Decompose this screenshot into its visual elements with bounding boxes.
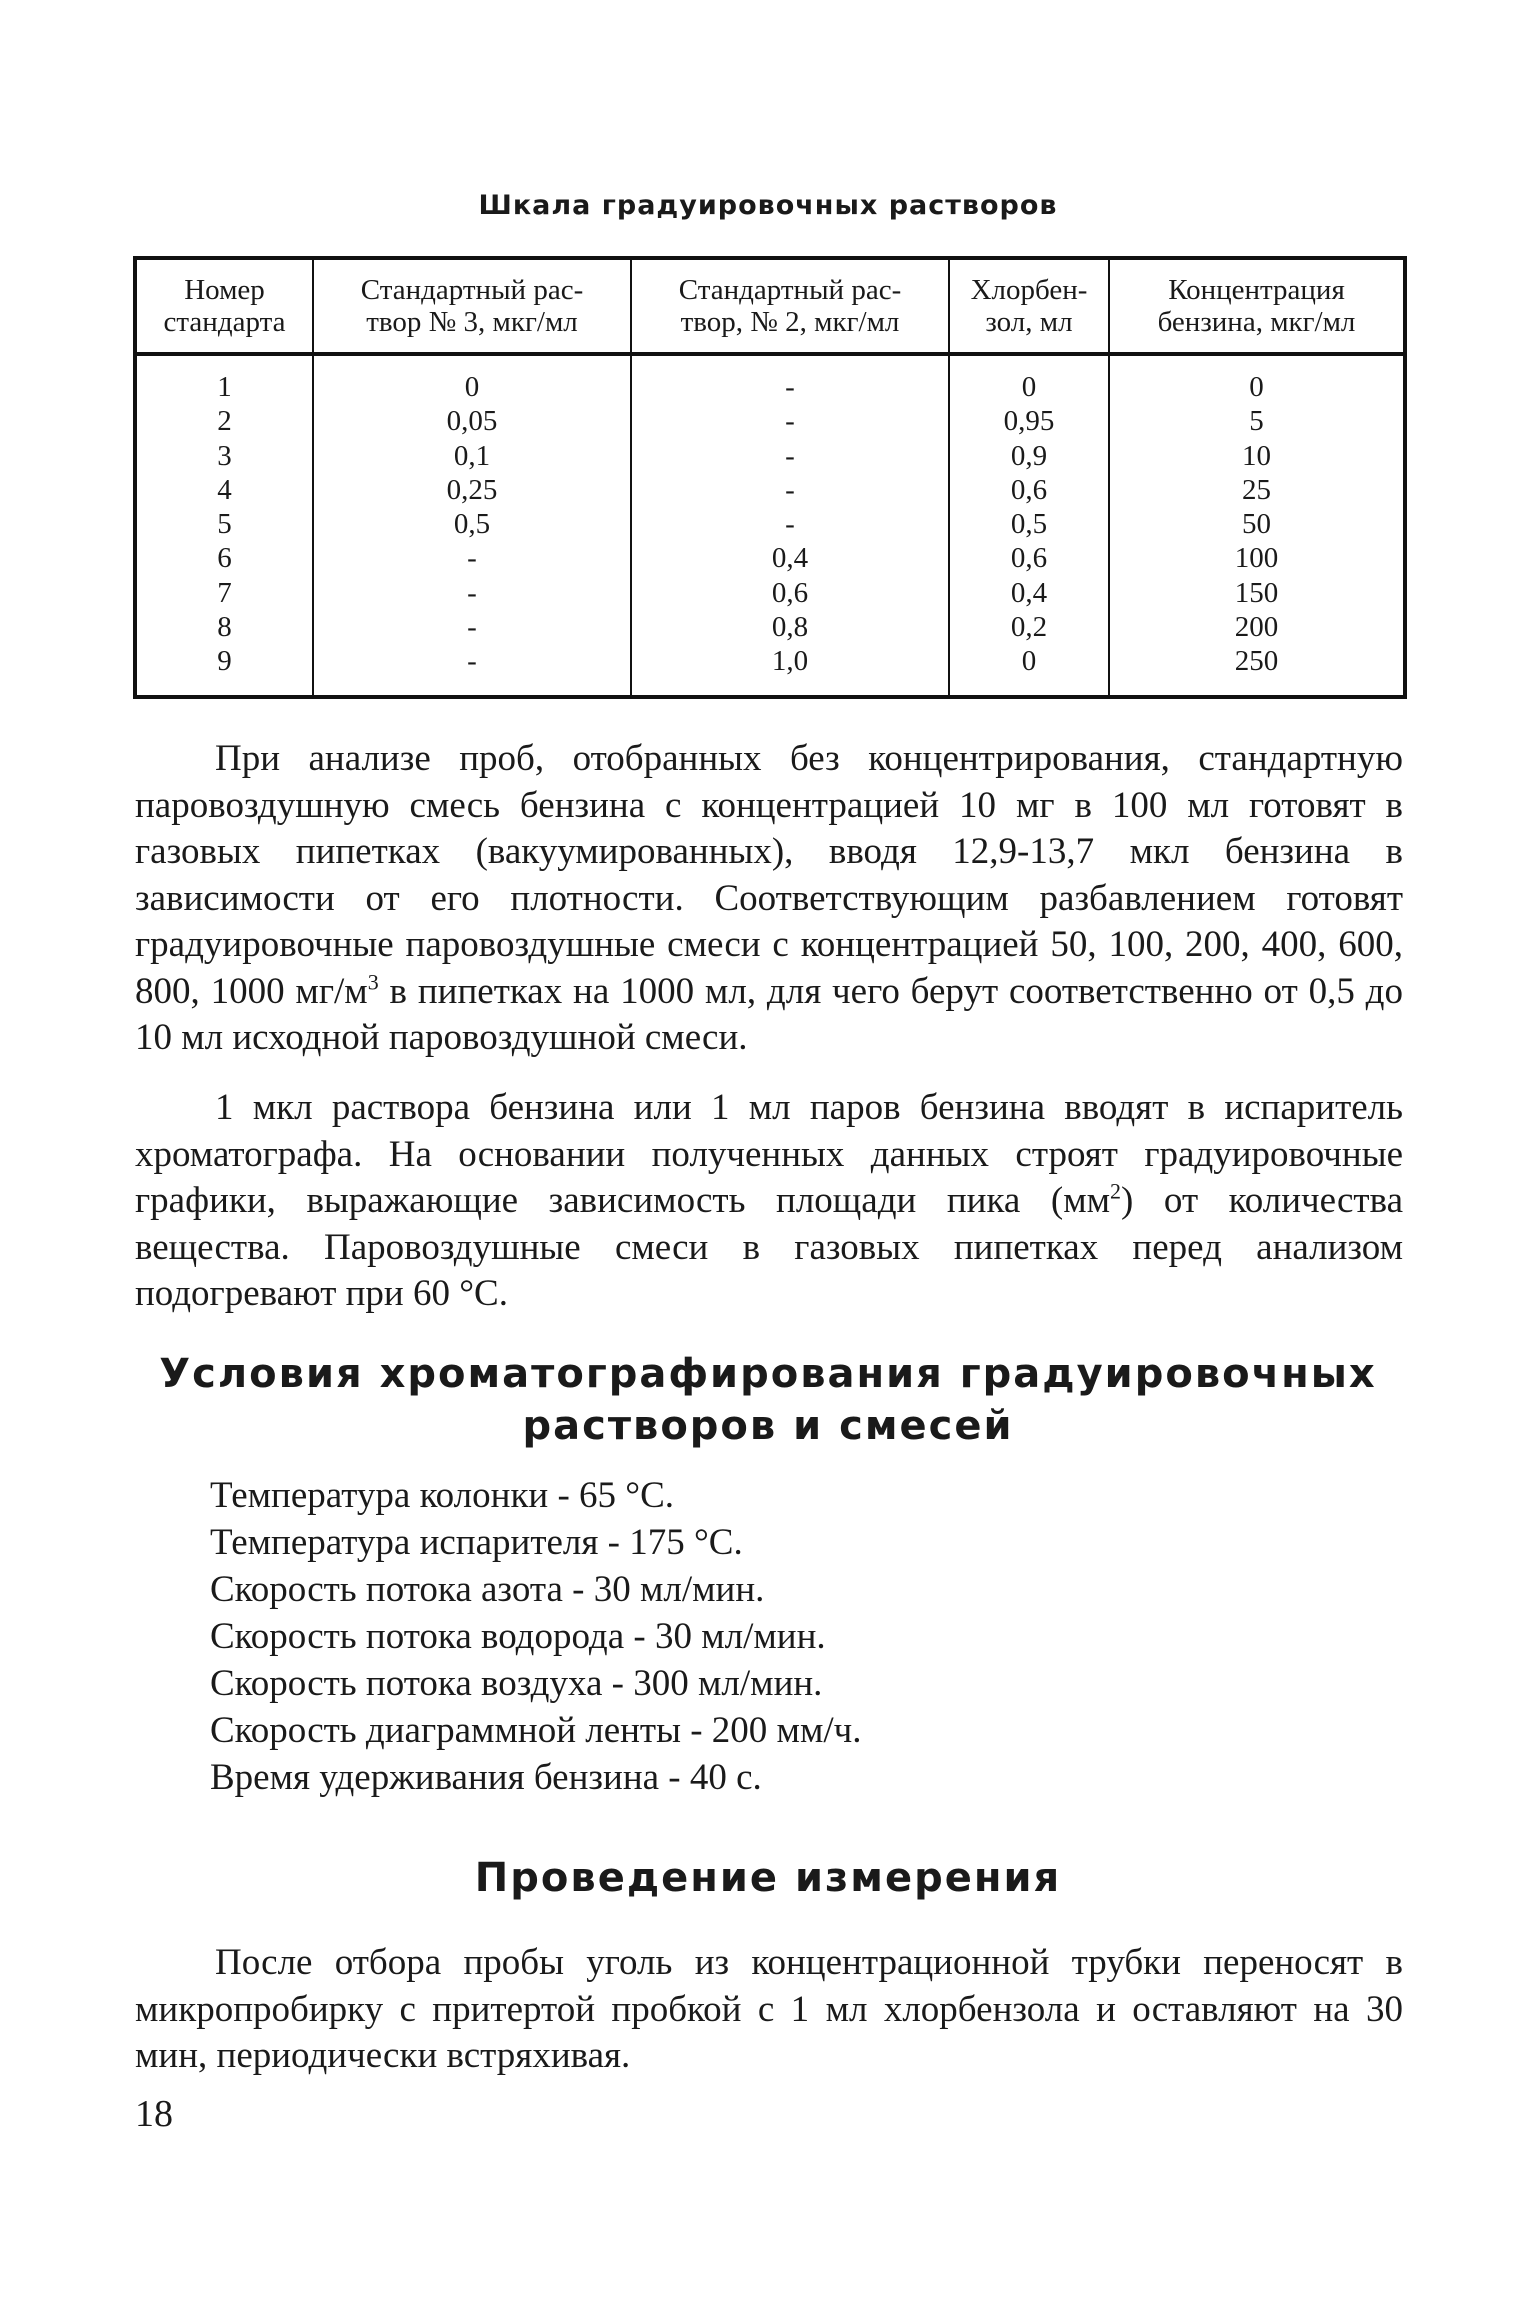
table-cell: 10	[1242, 439, 1271, 472]
column-solution-3	[313, 354, 631, 697]
table-cell: 0,2	[1010, 611, 1048, 644]
table-cell: 0,1	[453, 439, 491, 472]
table-cell: 0,6	[1010, 542, 1048, 575]
table-cell: -	[467, 576, 477, 609]
section-heading-conditions: Условия хроматографирования градуировочных растворов и смесей	[159, 1351, 1377, 1449]
paragraph-chromatograph: 1 мкл раствора бензина или 1 мл паров бензина вводят в испаритель хроматографа. На основании полученных данных строят градуировочные графики, выражающие зависимость площади пика $(мм^2)$ от количества вещества. Паровоздушные смеси в газовых пипетках перед анализом подогревают при 60 °С.	[135, 1087, 1403, 1314]
table-cell: 7	[217, 576, 232, 609]
column-solution-2	[631, 354, 949, 697]
table-cell: -	[785, 405, 795, 438]
table-cell: 9	[217, 645, 232, 678]
calibration-table	[133, 256, 1407, 699]
page-number: 18	[135, 2093, 173, 2135]
table-cell: -	[467, 645, 477, 678]
table-cell: 0	[1021, 645, 1037, 678]
table-cell: 0,5	[453, 508, 491, 541]
table-cell: 100	[1234, 542, 1279, 575]
header-chlorobenzene: Хлорбен- зол, мл	[949, 258, 1109, 354]
table-cell: 25	[1242, 473, 1271, 506]
table-cell: 200	[1234, 611, 1279, 644]
list-item: Скорость потока водорода - 30 мл/мин.	[210, 1616, 826, 1657]
conditions-list	[210, 1472, 1310, 1801]
header-gasoline-concentration: Концентрация бензина, мкг/мл	[1109, 258, 1405, 354]
table-cell: -	[467, 542, 477, 575]
table-cell: 0,6	[771, 576, 809, 609]
header-solution-3: Стандартный рас- твор № 3, мкг/мл	[313, 258, 631, 354]
paragraph-measurement: После отбора пробы уголь из концентрационной трубки переносят в микропробирку с притертой пробкой с 1 мл хлорбензола и оставляют на 30 мин, периодически встряхивая.	[135, 1942, 1403, 2076]
table-body	[135, 354, 1405, 697]
table-cell: 50	[1242, 508, 1271, 541]
table-cell: 8	[217, 611, 232, 644]
table-cell: -	[785, 439, 795, 472]
table-cell: 0,5	[1010, 508, 1048, 541]
table-cell: 5	[217, 508, 232, 541]
table-cell: 1	[217, 371, 232, 403]
table-cell: 0	[1021, 371, 1037, 403]
list-item: Скорость потока азота - 30 мл/мин.	[210, 1569, 765, 1610]
table-cell: 0	[464, 371, 480, 403]
table-cell: 0,95	[1003, 405, 1055, 438]
table-cell: -	[467, 611, 477, 644]
header-standard-number: Номер стандарта	[135, 258, 313, 354]
table-cell: 0,05	[446, 405, 498, 438]
column-gasoline-concentration	[1109, 354, 1405, 697]
column-chlorobenzene	[949, 354, 1109, 697]
table-cell: 5	[1249, 405, 1264, 438]
paragraph-standard-mixture: При анализе проб, отобранных без концентрирования, стандартную паровоздушную смесь бензина с концентрацией 10 мг в 100 мл готовят в газовых пипетках (вакуумированных), вводя 12,9-13,7 мкл бензина в зависимости от его плотности. Соответствующим разбавлением готовят градуировочные паровоздушные смеси с концентрацией 50, 100, 200, 400, 600, 800, 1000 $мг/м^3$ в пипетках на 1000 мл, для чего берут соответственно от 0,5 до 10 мл исходной паровоздушной смеси.	[135, 738, 1403, 1058]
list-item: Скорость диаграммной ленты - 200 мм/ч.	[210, 1710, 862, 1751]
table-cell: 2	[217, 405, 232, 438]
table-cell: 0,9	[1010, 439, 1048, 472]
table-cell: 0,8	[771, 611, 809, 644]
table-cell: 4	[217, 473, 232, 506]
list-item: Температура испарителя - 175 °С.	[210, 1522, 743, 1563]
table-cell: 0,25	[446, 473, 498, 506]
table-cell: 150	[1234, 576, 1279, 609]
table-cell: 0,4	[771, 542, 809, 575]
table-cell: 0	[1249, 371, 1264, 403]
header-solution-2: Стандартный рас- твор, № 2, мкг/мл	[631, 258, 949, 354]
table-cell: 0,4	[1010, 576, 1048, 609]
table-cell: 3	[217, 439, 232, 472]
list-item: Температура колонки - 65 °С.	[210, 1475, 675, 1516]
list-item: Время удерживания бензина - 40 с.	[210, 1757, 762, 1798]
table-cell: 1,0	[771, 645, 809, 678]
table-cell: 0,6	[1010, 473, 1048, 506]
table-cell: -	[785, 473, 795, 506]
section-heading-measurement: Проведение измерения	[474, 1855, 1062, 1901]
table-cell: -	[785, 508, 795, 541]
table-cell: 250	[1234, 645, 1279, 678]
list-item: Скорость потока воздуха - 300 мл/мин.	[210, 1663, 823, 1704]
table-caption: Шкала градуировочных растворов	[478, 190, 1058, 221]
table-cell: -	[785, 371, 795, 403]
column-standard-number	[135, 354, 313, 697]
table-cell: 6	[217, 542, 232, 575]
table-header-row	[135, 258, 1405, 354]
